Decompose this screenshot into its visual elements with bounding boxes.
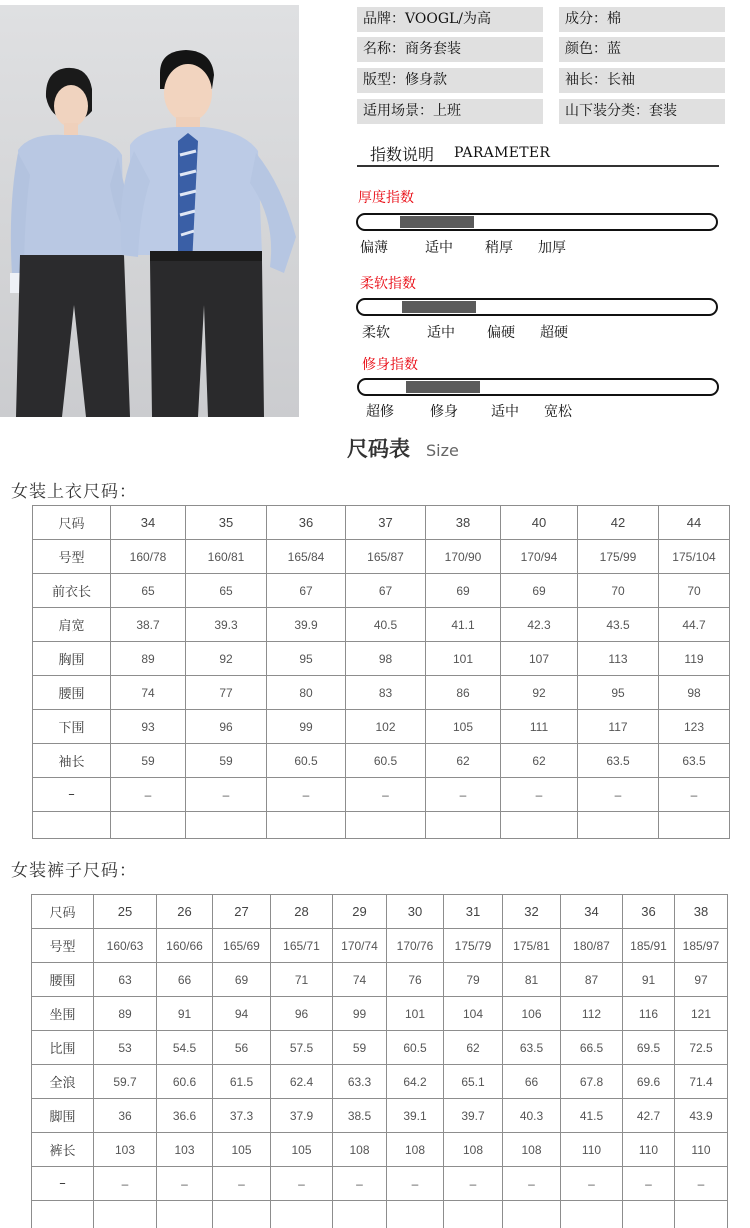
top-table-cell: 69 xyxy=(501,574,578,608)
top-table-row-header: 胸围 xyxy=(33,642,111,676)
top-table-cell: 40 xyxy=(501,506,578,540)
thickness-label-4: 加厚 xyxy=(538,240,566,256)
top-table-cell: 69 xyxy=(426,574,501,608)
top-table-cell: 160/81 xyxy=(186,540,267,574)
pants-table-cell: 74 xyxy=(333,963,387,997)
top-table-row xyxy=(33,676,730,710)
pants-table-row xyxy=(32,895,728,929)
top-table-cell: 80 xyxy=(267,676,346,710)
top-table-cell: 36 xyxy=(267,506,346,540)
pants-table-cell: 76 xyxy=(387,963,444,997)
pants-table-cell: 63.5 xyxy=(503,1031,561,1065)
top-table-cell: 38 xyxy=(426,506,501,540)
pants-table-cell: 91 xyxy=(157,997,213,1031)
top-table-cell: 59 xyxy=(186,744,267,778)
pants-table-cell: 160/66 xyxy=(157,929,213,963)
slim-index-title: 修身指数 xyxy=(362,357,418,373)
top-table-row-header: 下围 xyxy=(33,710,111,744)
top-table-cell: 34 xyxy=(111,506,186,540)
top-table-row-header: 袖长 xyxy=(33,744,111,778)
pants-table-cell: 26 xyxy=(157,895,213,929)
top-table-cell: 99 xyxy=(267,710,346,744)
softness-index-fill xyxy=(402,301,476,313)
top-table-cell: 35 xyxy=(186,506,267,540)
pants-table-cell: 62 xyxy=(444,1031,503,1065)
top-table-cell: 98 xyxy=(659,676,730,710)
pants-table-row-header: 号型 xyxy=(32,929,94,963)
top-table-cell: 175/104 xyxy=(659,540,730,574)
top-table-cell: 38.7 xyxy=(111,608,186,642)
pants-table-cell: 108 xyxy=(333,1133,387,1167)
pants-table-cell: 69 xyxy=(213,963,271,997)
top-table-cell: 39.3 xyxy=(186,608,267,642)
pants-table-cell: 62.4 xyxy=(271,1065,333,1099)
top-table-cell: 95 xyxy=(267,642,346,676)
pants-size-heading: 女装裤子尺码： xyxy=(11,861,137,881)
pants-table-cell: 99 xyxy=(333,997,387,1031)
top-table-cell: 101 xyxy=(426,642,501,676)
top-table-cell: 117 xyxy=(578,710,659,744)
top-table-cell: 67 xyxy=(267,574,346,608)
top-table-cell: 77 xyxy=(186,676,267,710)
attr-fit: 版型：修身款 xyxy=(357,68,543,93)
top-table-cell: 93 xyxy=(111,710,186,744)
top-table-cell xyxy=(111,812,186,839)
pants-table-cell: 96 xyxy=(271,997,333,1031)
pants-table-cell: 65.1 xyxy=(444,1065,503,1099)
top-table-cell: – xyxy=(267,778,346,812)
pants-table-cell: 61.5 xyxy=(213,1065,271,1099)
top-table-cell: 67 xyxy=(346,574,426,608)
pants-table-cell: 60.6 xyxy=(157,1065,213,1099)
top-table-row-header: 前衣长 xyxy=(33,574,111,608)
pants-table-cell: 71.4 xyxy=(675,1065,728,1099)
female-model xyxy=(10,68,140,417)
top-table-cell: 92 xyxy=(501,676,578,710)
pants-table-row xyxy=(32,997,728,1031)
pants-table-cell: 110 xyxy=(561,1133,623,1167)
pants-table-cell: 40.3 xyxy=(503,1099,561,1133)
pants-table-cell: – xyxy=(387,1167,444,1201)
pants-table-row xyxy=(32,963,728,997)
top-table-row-header: 号型 xyxy=(33,540,111,574)
top-table-row xyxy=(33,574,730,608)
top-table-cell: 98 xyxy=(346,642,426,676)
pants-table-row-header: 裤长 xyxy=(32,1133,94,1167)
pants-table-cell: – xyxy=(503,1167,561,1201)
pants-table-row-header xyxy=(32,1201,94,1228)
pants-table-cell: 38 xyxy=(675,895,728,929)
top-table-cell: 165/87 xyxy=(346,540,426,574)
top-table-cell xyxy=(267,812,346,839)
top-table-cell: 39.9 xyxy=(267,608,346,642)
top-table-row xyxy=(33,744,730,778)
pants-table-cell: 66 xyxy=(503,1065,561,1099)
pants-table-cell: 175/81 xyxy=(503,929,561,963)
parameter-title-en: PARAMETER xyxy=(454,145,551,161)
pants-table-cell: 36.6 xyxy=(157,1099,213,1133)
top-table-cell: – xyxy=(578,778,659,812)
top-table-cell xyxy=(426,812,501,839)
top-table-cell: 102 xyxy=(346,710,426,744)
pants-table-cell: 94 xyxy=(213,997,271,1031)
top-table-cell: 62 xyxy=(426,744,501,778)
pants-table-cell: 36 xyxy=(623,895,675,929)
top-table-row xyxy=(33,710,730,744)
pants-table-row-header: 腰围 xyxy=(32,963,94,997)
top-table-cell: 40.5 xyxy=(346,608,426,642)
thickness-label-3: 稍厚 xyxy=(485,240,513,256)
pants-table-cell: 170/74 xyxy=(333,929,387,963)
pants-table-row xyxy=(32,1031,728,1065)
top-table-row xyxy=(33,540,730,574)
softness-index-title: 柔软指数 xyxy=(360,276,416,292)
pants-table-row xyxy=(32,1133,728,1167)
thickness-index-title: 厚度指数 xyxy=(358,190,414,206)
top-table-row xyxy=(33,506,730,540)
pants-table-cell: 57.5 xyxy=(271,1031,333,1065)
top-table-row xyxy=(33,778,730,812)
top-table-cell: 165/84 xyxy=(267,540,346,574)
pants-table-cell: 39.7 xyxy=(444,1099,503,1133)
top-table-cell: – xyxy=(186,778,267,812)
pants-table-cell: 66.5 xyxy=(561,1031,623,1065)
top-table-cell: 59 xyxy=(111,744,186,778)
pants-table-cell: 108 xyxy=(444,1133,503,1167)
pants-table-cell xyxy=(94,1201,157,1228)
softness-label-4: 超硬 xyxy=(540,325,568,341)
pants-table-row xyxy=(32,1099,728,1133)
pants-table-cell: 59.7 xyxy=(94,1065,157,1099)
pants-table-cell: – xyxy=(157,1167,213,1201)
pants-table-cell xyxy=(444,1201,503,1228)
male-model xyxy=(121,50,297,417)
pants-table-cell: 110 xyxy=(675,1133,728,1167)
thickness-index-bar xyxy=(356,213,718,231)
thickness-label-2: 适中 xyxy=(425,240,453,256)
pants-table-cell: 105 xyxy=(271,1133,333,1167)
pants-table-cell: 69.6 xyxy=(623,1065,675,1099)
top-table-cell: 92 xyxy=(186,642,267,676)
pants-table-cell xyxy=(561,1201,623,1228)
pants-table-cell: 104 xyxy=(444,997,503,1031)
pants-table-cell: 53 xyxy=(94,1031,157,1065)
pants-table-cell: – xyxy=(213,1167,271,1201)
attr-brand: 品牌：VOOGL/为高 xyxy=(357,7,543,32)
pants-table-cell: 28 xyxy=(271,895,333,929)
top-table-cell: 65 xyxy=(186,574,267,608)
pants-table-cell xyxy=(333,1201,387,1228)
top-table-cell: – xyxy=(111,778,186,812)
pants-table-cell: 63.3 xyxy=(333,1065,387,1099)
pants-table-cell: 165/71 xyxy=(271,929,333,963)
product-photo xyxy=(0,5,299,417)
top-table-cell: 96 xyxy=(186,710,267,744)
slim-index-fill xyxy=(406,381,480,393)
pants-table-cell: 180/87 xyxy=(561,929,623,963)
top-table-cell xyxy=(578,812,659,839)
pants-table-row-header: 坐围 xyxy=(32,997,94,1031)
pants-table-cell: 63 xyxy=(94,963,157,997)
top-table-cell: 63.5 xyxy=(578,744,659,778)
thickness-index-fill xyxy=(400,216,474,228)
pants-table-cell: 81 xyxy=(503,963,561,997)
top-table-cell: – xyxy=(426,778,501,812)
top-table-cell: – xyxy=(659,778,730,812)
pants-table-cell: 71 xyxy=(271,963,333,997)
attr-material: 成分：棉 xyxy=(559,7,725,32)
top-table-cell: 89 xyxy=(111,642,186,676)
top-table-cell: 60.5 xyxy=(346,744,426,778)
top-table-cell xyxy=(501,812,578,839)
top-table-cell: 119 xyxy=(659,642,730,676)
pants-table-cell: 87 xyxy=(561,963,623,997)
top-table-row-header xyxy=(33,812,111,839)
top-table-cell: 123 xyxy=(659,710,730,744)
pants-table-cell: 103 xyxy=(157,1133,213,1167)
softness-label-3: 偏硬 xyxy=(487,325,515,341)
size-chart-title: 尺码表 xyxy=(347,437,410,461)
attr-occasion: 适用场景：上班 xyxy=(357,99,543,124)
top-table-row-header: 肩宽 xyxy=(33,608,111,642)
top-table-cell: 70 xyxy=(659,574,730,608)
pants-size-table xyxy=(31,894,728,1228)
pants-table-row xyxy=(32,1167,728,1201)
slim-label-1: 超修 xyxy=(366,404,394,420)
pants-table-cell: 72.5 xyxy=(675,1031,728,1065)
slim-label-3: 适中 xyxy=(491,404,519,420)
top-table-cell: 95 xyxy=(578,676,659,710)
pants-table-cell: 64.2 xyxy=(387,1065,444,1099)
pants-table-cell: 110 xyxy=(623,1133,675,1167)
pants-table-cell: – xyxy=(561,1167,623,1201)
pants-table-cell xyxy=(387,1201,444,1228)
top-table-cell: 111 xyxy=(501,710,578,744)
top-table-cell: 41.1 xyxy=(426,608,501,642)
top-table-cell: 86 xyxy=(426,676,501,710)
pants-table-cell: – xyxy=(675,1167,728,1201)
top-table-cell: 62 xyxy=(501,744,578,778)
top-table-cell: 42 xyxy=(578,506,659,540)
top-table-cell: 65 xyxy=(111,574,186,608)
pants-table-cell: 32 xyxy=(503,895,561,929)
pants-table-cell xyxy=(675,1201,728,1228)
top-table-cell: – xyxy=(501,778,578,812)
pants-table-cell: 105 xyxy=(213,1133,271,1167)
top-table-row xyxy=(33,608,730,642)
pants-table-cell: 121 xyxy=(675,997,728,1031)
top-table-row xyxy=(33,812,730,839)
pants-table-cell: 29 xyxy=(333,895,387,929)
pants-table-cell: 36 xyxy=(94,1099,157,1133)
pants-table-cell xyxy=(213,1201,271,1228)
pants-table-cell: 39.1 xyxy=(387,1099,444,1133)
pants-table-row-header: 全浪 xyxy=(32,1065,94,1099)
top-table-cell: 43.5 xyxy=(578,608,659,642)
pants-table-cell: 175/79 xyxy=(444,929,503,963)
top-table-cell: 37 xyxy=(346,506,426,540)
top-size-table xyxy=(32,505,730,839)
parameter-header xyxy=(357,140,719,167)
top-table-cell: 105 xyxy=(426,710,501,744)
top-table-cell: 83 xyxy=(346,676,426,710)
pants-table-cell: – xyxy=(94,1167,157,1201)
pants-table-cell: 97 xyxy=(675,963,728,997)
pants-table-cell: 79 xyxy=(444,963,503,997)
top-table-cell: 60.5 xyxy=(267,744,346,778)
top-table-cell: 160/78 xyxy=(111,540,186,574)
pants-table-cell: 34 xyxy=(561,895,623,929)
pants-table-cell: 103 xyxy=(94,1133,157,1167)
pants-table-cell: 60.5 xyxy=(387,1031,444,1065)
pants-table-row xyxy=(32,929,728,963)
softness-index-bar xyxy=(356,298,718,316)
top-table-cell xyxy=(186,812,267,839)
pants-table-cell xyxy=(157,1201,213,1228)
pants-table-cell: – xyxy=(444,1167,503,1201)
pants-table-cell: 112 xyxy=(561,997,623,1031)
pants-table-cell: – xyxy=(333,1167,387,1201)
softness-label-1: 柔软 xyxy=(362,325,390,341)
top-table-cell: – xyxy=(346,778,426,812)
pants-table-cell: 31 xyxy=(444,895,503,929)
pants-table-cell: – xyxy=(623,1167,675,1201)
top-table-row xyxy=(33,642,730,676)
thickness-label-1: 偏薄 xyxy=(360,240,388,256)
pants-table-cell: 30 xyxy=(387,895,444,929)
pants-table-cell xyxy=(271,1201,333,1228)
slim-label-4: 宽松 xyxy=(544,404,572,420)
pants-table-row-header: 尺码 xyxy=(32,895,94,929)
top-table-cell: 170/94 xyxy=(501,540,578,574)
pants-table-cell: 160/63 xyxy=(94,929,157,963)
slim-label-2: 修身 xyxy=(430,404,458,420)
pants-table-cell: 54.5 xyxy=(157,1031,213,1065)
pants-table-cell: 66 xyxy=(157,963,213,997)
pants-table-cell xyxy=(503,1201,561,1228)
pants-table-cell: 56 xyxy=(213,1031,271,1065)
attr-color: 颜色：蓝 xyxy=(559,37,725,62)
parameter-title-cn: 指数说明 xyxy=(370,145,435,164)
top-table-cell: 113 xyxy=(578,642,659,676)
top-table-cell: 63.5 xyxy=(659,744,730,778)
top-table-cell: 44.7 xyxy=(659,608,730,642)
pants-table-cell: 116 xyxy=(623,997,675,1031)
top-table-cell: 175/99 xyxy=(578,540,659,574)
pants-table-cell: 91 xyxy=(623,963,675,997)
pants-table-cell: 67.8 xyxy=(561,1065,623,1099)
pants-table-cell: 42.7 xyxy=(623,1099,675,1133)
pants-table-row-header: 比围 xyxy=(32,1031,94,1065)
pants-table-cell: 165/69 xyxy=(213,929,271,963)
pants-table-cell: 37.3 xyxy=(213,1099,271,1133)
pants-table-cell xyxy=(623,1201,675,1228)
pants-table-cell: 59 xyxy=(333,1031,387,1065)
pants-table-row-header: – xyxy=(32,1167,94,1201)
pants-table-row xyxy=(32,1201,728,1228)
top-table-cell: 42.3 xyxy=(501,608,578,642)
pants-table-cell: 43.9 xyxy=(675,1099,728,1133)
pants-table-cell: 69.5 xyxy=(623,1031,675,1065)
pants-table-cell: 108 xyxy=(503,1133,561,1167)
top-table-cell: 74 xyxy=(111,676,186,710)
pants-table-cell: – xyxy=(271,1167,333,1201)
pants-table-cell: 106 xyxy=(503,997,561,1031)
top-table-row-header: 尺码 xyxy=(33,506,111,540)
pants-table-cell: 185/91 xyxy=(623,929,675,963)
top-table-cell xyxy=(346,812,426,839)
pants-table-cell: 101 xyxy=(387,997,444,1031)
pants-table-cell: 108 xyxy=(387,1133,444,1167)
top-table-row-header: – xyxy=(33,778,111,812)
size-chart-title-en: Size xyxy=(426,441,459,460)
pants-table-cell: 89 xyxy=(94,997,157,1031)
softness-label-2: 适中 xyxy=(427,325,455,341)
pants-table-row-header: 脚围 xyxy=(32,1099,94,1133)
pants-table-cell: 27 xyxy=(213,895,271,929)
pants-table-cell: 185/97 xyxy=(675,929,728,963)
attr-sleeve: 袖长：长袖 xyxy=(559,68,725,93)
pants-table-row xyxy=(32,1065,728,1099)
top-table-cell: 70 xyxy=(578,574,659,608)
pants-table-cell: 38.5 xyxy=(333,1099,387,1133)
top-table-cell: 44 xyxy=(659,506,730,540)
attr-category: 山下装分类：套装 xyxy=(559,99,725,124)
top-size-heading: 女装上衣尺码： xyxy=(11,482,137,502)
top-table-cell: 107 xyxy=(501,642,578,676)
top-table-cell: 170/90 xyxy=(426,540,501,574)
top-table-row-header: 腰围 xyxy=(33,676,111,710)
slim-index-bar xyxy=(357,378,719,396)
pants-table-cell: 41.5 xyxy=(561,1099,623,1133)
pants-table-cell: 170/76 xyxy=(387,929,444,963)
attr-name: 名称：商务套装 xyxy=(357,37,543,62)
pants-table-cell: 25 xyxy=(94,895,157,929)
top-table-cell xyxy=(659,812,730,839)
pants-table-cell: 37.9 xyxy=(271,1099,333,1133)
